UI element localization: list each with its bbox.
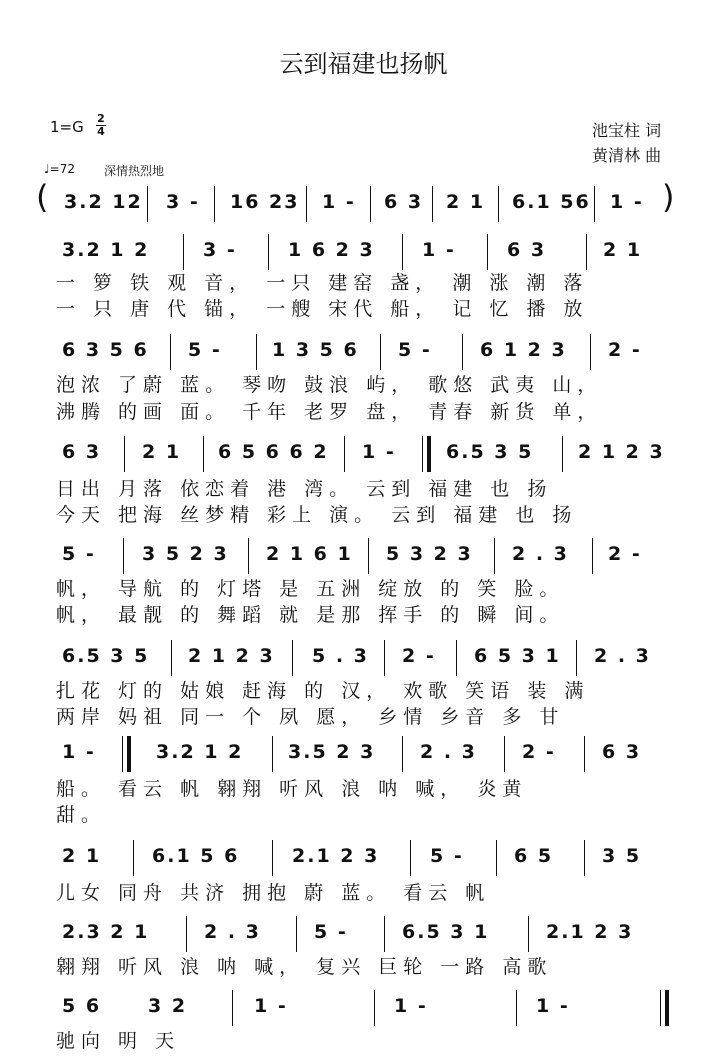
barline: [516, 990, 517, 1026]
measure: 6 3: [507, 239, 547, 261]
notes-line: [0, 916, 727, 952]
barline: [171, 640, 172, 676]
lyric-line-2: 帆， 最靓 的 舞蹈 就 是那 挥手 的 瞬 间。: [56, 604, 565, 626]
barline: [124, 436, 125, 472]
barline: [432, 186, 433, 222]
lyric-line-2: 甜。: [56, 804, 107, 826]
measure: 1 3 5 6: [272, 339, 359, 361]
barline: [133, 840, 134, 876]
measure: 3 -: [166, 191, 200, 213]
measure: 6.1 5 6: [152, 845, 240, 867]
barline: [504, 736, 505, 772]
measure: 3.2 1 2: [156, 741, 244, 763]
repeat-barline-heavy: [427, 436, 431, 472]
measure: 3 5: [602, 845, 642, 867]
measure: 1 -: [62, 741, 96, 763]
lyric-line-2: 今天 把海 丝梦精 彩上 演。 云到 福建 也 扬: [56, 504, 578, 526]
measure: 3 5 2 3: [142, 543, 229, 565]
intro-close-paren: ): [662, 178, 675, 216]
repeat-barline-heavy: [127, 736, 131, 772]
lyric-line-1: 翱翔 听风 浪 呐 喊， 复兴 巨轮 一路 高歌: [56, 956, 553, 978]
barline: [272, 736, 273, 772]
tempo-mark: ♩=72: [44, 162, 75, 176]
barline: [594, 186, 595, 222]
measure: 2 1: [62, 845, 102, 867]
intro-open-paren: (: [36, 178, 49, 216]
barline: [306, 186, 307, 222]
barline: [498, 186, 499, 222]
measure: 2.1 2 3: [292, 845, 380, 867]
barline: [147, 186, 148, 222]
notes-line: [0, 186, 727, 222]
barline: [380, 334, 381, 370]
measure: 2 1: [603, 239, 643, 261]
measure: 6 1 2 3: [480, 339, 567, 361]
barline: [214, 186, 215, 222]
barline: [170, 334, 171, 370]
barline: [496, 840, 497, 876]
barline: [272, 840, 273, 876]
measure: 6 5 6 6 2: [218, 441, 329, 463]
measure: 6 3 5 6: [62, 339, 149, 361]
measure: 6.5 3 5: [62, 645, 150, 667]
measure: 1 -: [536, 995, 570, 1017]
barline: [344, 436, 345, 472]
barline: [384, 916, 385, 952]
measure: 6 5: [514, 845, 554, 867]
measure: 1 -: [362, 441, 396, 463]
measure: 2 -: [608, 543, 642, 565]
barline: [562, 436, 563, 472]
notes-line: [0, 538, 727, 574]
lyric-line-1: 一 箩 铁 观 音， 一只 建窑 盏， 潮 涨 潮 落: [56, 272, 589, 294]
measure: 2 1 2 3: [188, 645, 275, 667]
measure: 16 23: [230, 191, 300, 213]
notes-line: [0, 736, 727, 772]
barline: [590, 334, 591, 370]
measure: 2 . 3: [594, 645, 651, 667]
lyric-line-2: 沸腾 的画 面。 千年 老罗 盘， 青春 新货 单，: [56, 401, 603, 423]
time-signature-top: 2: [97, 112, 105, 125]
barline: [374, 990, 375, 1026]
measure: 2.1 2 3: [546, 921, 634, 943]
notes-line: [0, 234, 727, 270]
barline: [494, 538, 495, 574]
measure: 2 -: [522, 741, 556, 763]
barline: [370, 186, 371, 222]
lyric-line-1: 船。 看云 帆 翱翔 听风 浪 呐 喊， 炎黄: [56, 778, 528, 800]
measure: 6 3: [62, 441, 102, 463]
measure: 2 1: [142, 441, 182, 463]
barline: [462, 334, 463, 370]
measure: 2.3 2 1: [62, 921, 150, 943]
measure: 5 . 3: [312, 645, 369, 667]
lyricist-credit: 池宝柱 词: [592, 121, 662, 140]
measure: 2 1 2 3: [578, 441, 665, 463]
measure: 3 2: [148, 995, 188, 1017]
barline: [268, 234, 269, 270]
barline: [456, 640, 457, 676]
barline: [248, 538, 249, 574]
measure: 5 3 2 3: [386, 543, 473, 565]
lyric-line-1: 帆， 导航 的 灯塔 是 五洲 绽放 的 笑 脸。: [56, 578, 565, 600]
measure: 1 -: [322, 191, 356, 213]
barline: [256, 334, 257, 370]
lyric-line-1: 泡浓 了蔚 蓝。 琴吻 鼓浪 屿， 歌悠 武夷 山，: [56, 374, 603, 396]
barline: [292, 640, 293, 676]
barline: [410, 840, 411, 876]
measure: 2 1: [446, 191, 486, 213]
lyric-line-2: 两岸 妈祖 同一 个 夙 愿， 乡情 乡音 多 甘: [56, 706, 565, 728]
measure: 3.2 1 2: [62, 239, 150, 261]
measure: 3.5 2 3: [288, 741, 376, 763]
notes-line: [0, 840, 727, 876]
measure: 2 . 3: [512, 543, 569, 565]
composer-credit: 黄清林 曲: [592, 146, 662, 165]
measure: 6.5 3 1: [402, 921, 490, 943]
barline: [586, 234, 587, 270]
notes-line: [0, 640, 727, 676]
barline: [232, 990, 233, 1026]
measure: 3.2 12: [64, 191, 143, 213]
barline: [592, 538, 593, 574]
measure: 2 1 6 1: [266, 543, 353, 565]
measure: 2 -: [402, 645, 436, 667]
measure: 6.5 3 5: [446, 441, 534, 463]
barline: [384, 640, 385, 676]
measure: 1 6 2 3: [288, 239, 375, 261]
song-title: 云到福建也扬帆: [279, 50, 448, 78]
measure: 2 -: [608, 339, 642, 361]
measure: 2 . 3: [204, 921, 261, 943]
measure: 1 -: [610, 191, 644, 213]
measure: 1 -: [422, 239, 456, 261]
measure: 6 3: [384, 191, 424, 213]
notes-line: [0, 334, 727, 370]
lyric-line-2: 一 只 唐 代 锚， 一艘 宋代 船， 记 忆 播 放: [56, 298, 589, 320]
barline: [183, 234, 184, 270]
measure: 1 -: [254, 995, 288, 1017]
lyric-line-1: 扎花 灯的 姑娘 赶海 的 汉， 欢歌 笑语 装 满: [56, 680, 590, 702]
barline: [584, 840, 585, 876]
final-barline: [660, 990, 661, 1026]
repeat-barline: [422, 436, 423, 472]
measure: 6.1 56: [512, 191, 591, 213]
lyric-line-1: 日出 月落 依恋着 港 湾。 云到 福建 也 扬: [56, 478, 553, 500]
barline: [402, 736, 403, 772]
barline: [368, 538, 369, 574]
barline: [296, 916, 297, 952]
notes-line: [0, 990, 727, 1026]
barline: [576, 640, 577, 676]
measure: 5 6: [62, 995, 102, 1017]
measure: 1 -: [394, 995, 428, 1017]
measure: 2 . 3: [420, 741, 477, 763]
measure: 5 -: [430, 845, 464, 867]
measure: 3 -: [203, 239, 237, 261]
expression-mark: 深情热烈地: [104, 164, 165, 178]
final-barline-heavy: [665, 990, 669, 1026]
barline: [584, 736, 585, 772]
measure: 5 -: [188, 339, 222, 361]
barline: [123, 538, 124, 574]
time-signature: [96, 113, 106, 138]
measure: 5 -: [398, 339, 432, 361]
barline: [186, 916, 187, 952]
lyric-line-1: 儿女 同舟 共济 拥抱 蔚 蓝。 看云 帆: [56, 882, 491, 904]
notes-line: [0, 436, 727, 472]
measure: 6 3: [602, 741, 642, 763]
lyric-line-1: 驰向 明 天: [56, 1030, 181, 1052]
measure: 6 5 3 1: [474, 645, 561, 667]
barline: [203, 436, 204, 472]
barline: [528, 916, 529, 952]
barline: [487, 234, 488, 270]
measure: 5 -: [314, 921, 348, 943]
barline: [402, 234, 403, 270]
time-signature-bottom: 4: [97, 125, 105, 138]
repeat-barline: [122, 736, 123, 772]
key-signature: 1=G: [50, 118, 84, 136]
measure: 5 -: [62, 543, 96, 565]
